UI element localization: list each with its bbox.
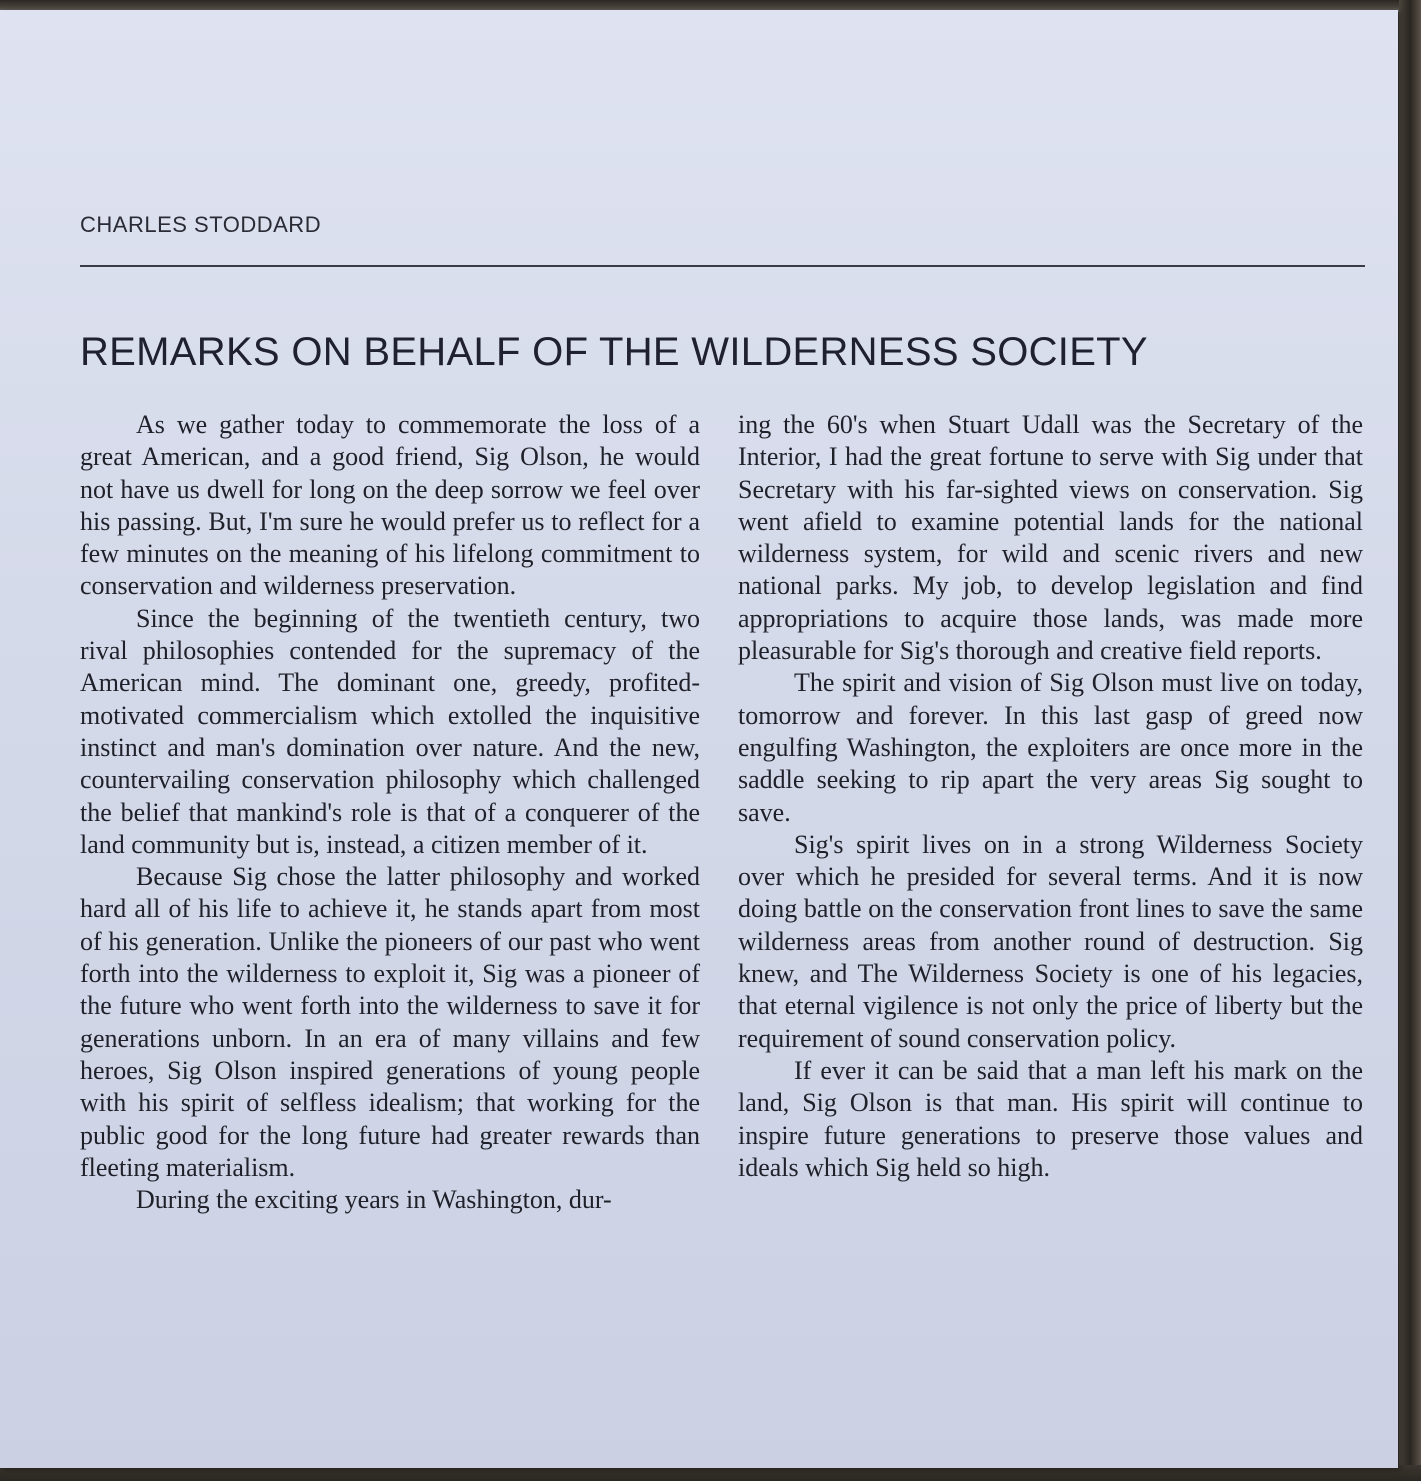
left-column [80,409,700,1216]
paragraph-6: Sig's spirit lives on in a strong Wilderness Society over which he presided for several terms. And it is now doing battle on the conservation front lines to save the same wilderness areas from another round of destruction. Sig knew, and The Wilderness Society is one of his legacies, that eternal vigilence is not only the price of liberty but the requirement of sound conservation policy. [738,829,1363,1053]
paragraph-5: The spirit and vision of Sig Olson must live on today, tomorrow and forever. In this last gasp of greed now engulfing Washington, the exploiters are once more in the saddle seeking to rip apart the very areas Sig sought to save. [738,668,1363,827]
background-surface-right [1399,0,1421,1481]
header-divider [80,265,1365,267]
author-name: CHARLES STODDARD [80,212,322,237]
paragraph-4: During the exciting years in Washington, dur- [136,1185,612,1215]
right-column [738,409,1363,1184]
paragraph-1: As we gather today to commemorate the loss of a great American, and a good friend, Sig Olson, he would not have us dwell for long on the deep sorrow we feel over his passing. But, I'm sure he would prefer us to reflect for a few minutes on the meaning of his lifelong commitment to conservation and wilderness preservation. [80,410,700,601]
article-title: REMARKS ON BEHALF OF THE WILDERNESS SOCIETY [80,330,1148,374]
paragraph-3: Because Sig chose the latter philosophy and worked hard all of his life to achieve it, he stands apart from most of his generation. Unlike the pioneers of our past who went forth into the wilderness to exploit it, Sig was a pioneer of the future who went forth into the wilderness to save it for generations unborn. In an era of many villains and few heroes, Sig Olson inspired generations of young people with his spirit of selfless idealism; that working for the public good for the long future had greater rewards than fleeting materialism. [80,862,700,1182]
paragraph-7: If ever it can be said that a man left his mark on the land, Sig Olson is that man. His spirit will continue to inspire future generations to preserve those values and ideals which Sig held so high. [738,1055,1363,1182]
paragraph-2: Since the beginning of the twentieth century, two rival philosophies contended for the supremacy of the American mind. The dominant one, greedy, profited-motivated commercialism which extolled the inquisitive instinct and man's domination over nature. And the new, countervailing conservation philosophy which challenged the belief that mankind's role is that of a conquerer of the land community but is, instead, a citizen member of it. [80,603,700,859]
printed-page [0,10,1398,1468]
paragraph-4-continuation: ing the 60's when Stuart Udall was the Secretary of the Interior, I had the great fortune to serve with Sig under that Secretary with his far-sighted views on conservation. Sig went afield to examine potential lands for the national wilderness system, for wild and scenic rivers and new national parks. My job, to develop legislation and find appropriations to acquire those lands, was made more pleasurable for Sig's thorough and creative field reports. [738,410,1363,666]
